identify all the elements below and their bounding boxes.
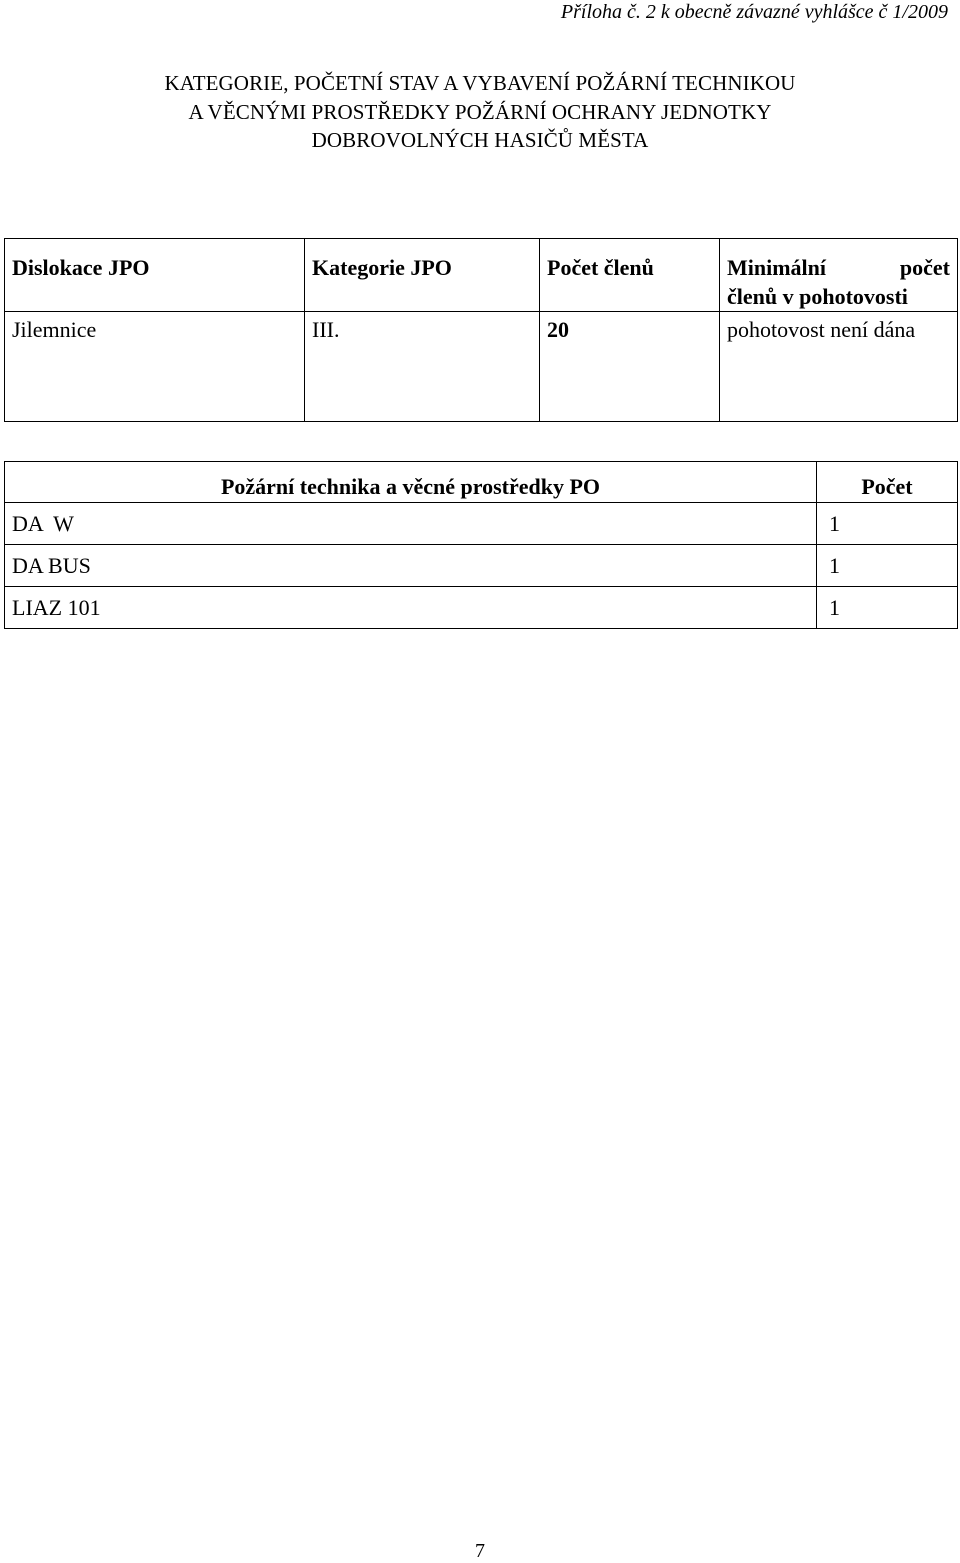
header-pocet-clenu: Počet členů bbox=[540, 239, 720, 312]
table-row bbox=[5, 503, 958, 545]
unit-table-header-row bbox=[5, 239, 958, 312]
header-min-word-2: počet bbox=[899, 255, 950, 280]
header-equipment-count: Počet bbox=[817, 462, 958, 503]
equipment-item: DA BUS bbox=[5, 545, 817, 587]
table-row bbox=[5, 545, 958, 587]
header-dislokace: Dislokace JPO bbox=[5, 239, 305, 312]
cell-dislokace: Jilemnice bbox=[5, 312, 305, 422]
equipment-table bbox=[4, 461, 958, 629]
equipment-table-header-row bbox=[5, 462, 958, 503]
title-line-3: DOBROVOLNÝCH HASIČŮ MĚSTA bbox=[311, 128, 649, 152]
equipment-count: 1 bbox=[817, 587, 958, 629]
table-row bbox=[5, 587, 958, 629]
title-line-2: A VĚCNÝMI PROSTŘEDKY POŽÁRNÍ OCHRANY JEDNOTKY bbox=[188, 99, 772, 124]
header-min-word-1: Minimální bbox=[727, 255, 827, 280]
header-equipment-item: Požární technika a věcné prostředky PO bbox=[5, 462, 817, 503]
equipment-count: 1 bbox=[817, 503, 958, 545]
equipment-item: DA W bbox=[5, 503, 817, 545]
equipment-count: 1 bbox=[817, 545, 958, 587]
header-kategorie: Kategorie JPO bbox=[305, 239, 540, 312]
unit-table bbox=[4, 238, 958, 422]
header-min-line-2: členů v pohotovosti bbox=[727, 284, 908, 309]
cell-pohotovost: pohotovost není dána bbox=[720, 312, 958, 422]
document-header-note: Příloha č. 2 k obecně závazné vyhlášce č 1/2009 bbox=[560, 1, 948, 23]
cell-kategorie: III. bbox=[305, 312, 540, 422]
page-number: 7 bbox=[475, 1540, 485, 1562]
header-min-line-1 bbox=[727, 253, 950, 282]
equipment-item: LIAZ 101 bbox=[5, 587, 817, 629]
document-title bbox=[0, 69, 960, 155]
header-minimalni-pocet bbox=[720, 239, 958, 312]
cell-pocet-clenu: 20 bbox=[540, 312, 720, 422]
table-row bbox=[5, 312, 958, 422]
title-line-1: KATEGORIE, POČETNÍ STAV A VYBAVENÍ POŽÁRNÍ TECHNIKOU bbox=[164, 71, 796, 95]
